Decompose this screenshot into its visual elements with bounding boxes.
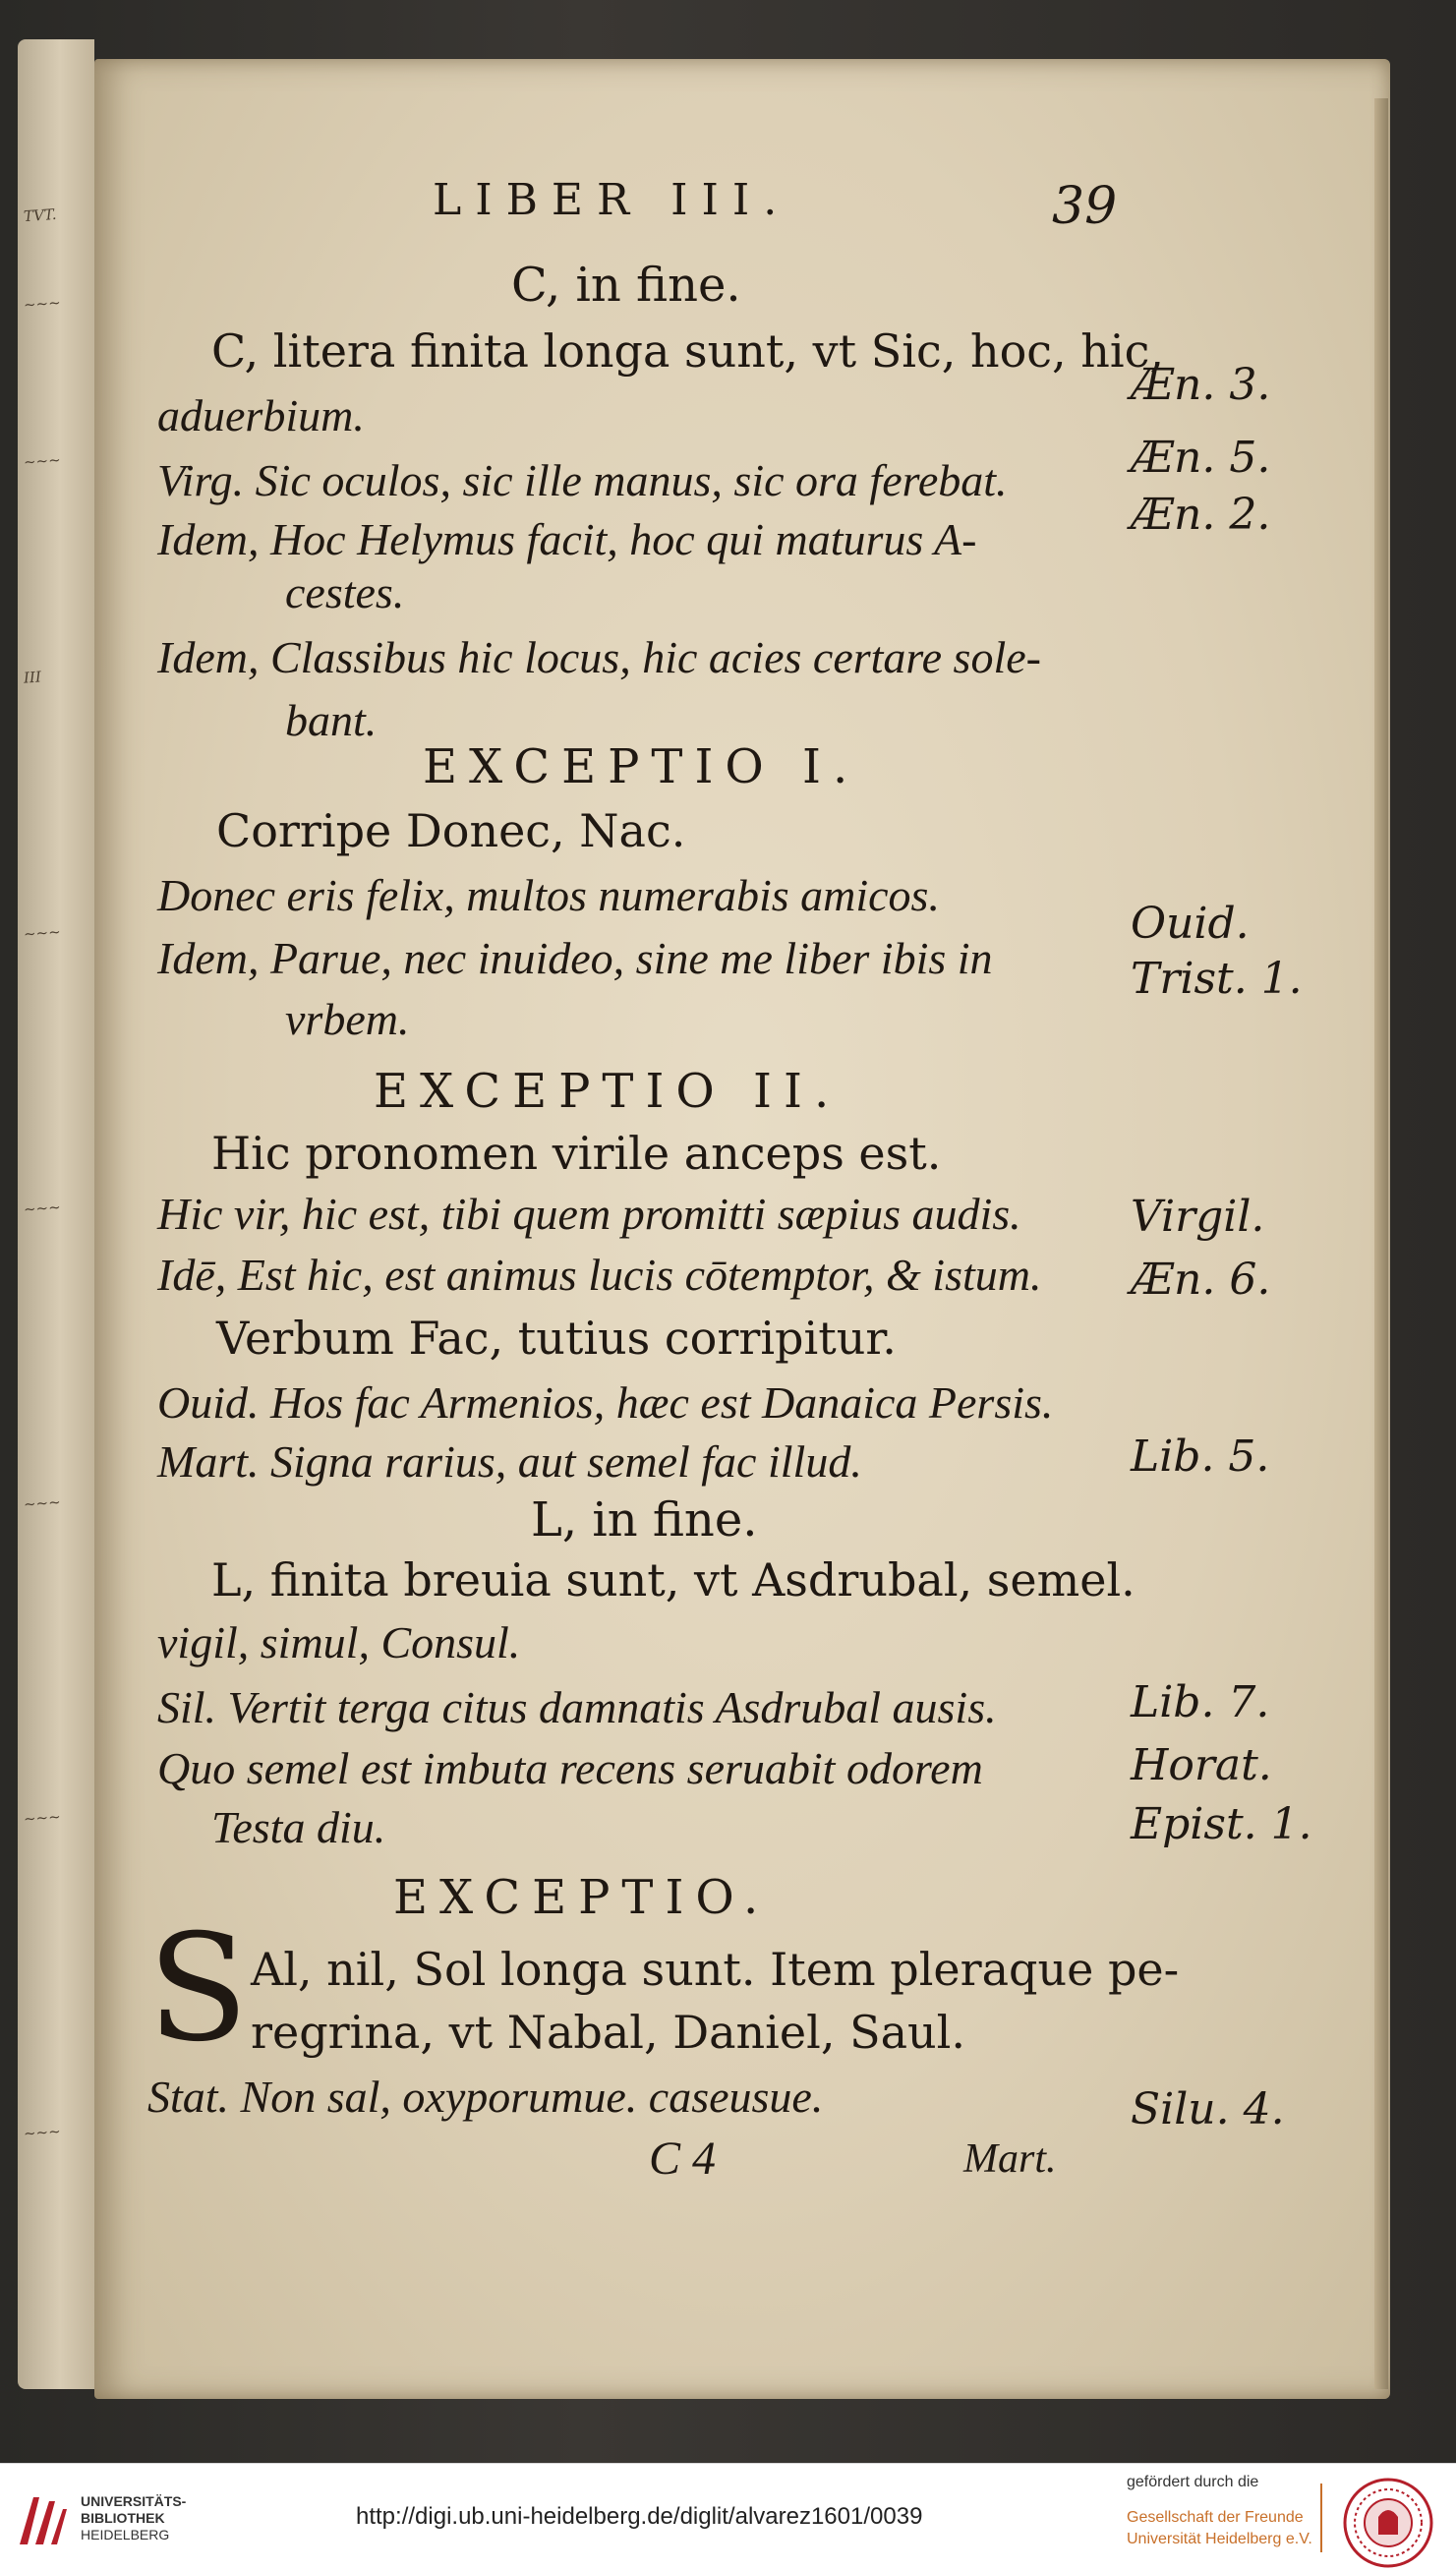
text-line: Ouid. Hos fac Armenios, hæc est Danaica Persis. [157,1377,1054,1428]
margin-note: Virgil. [1131,1192,1265,1242]
margin-note: Æn. 6. [1131,1255,1271,1305]
prev-page-fragment: ~~~ [23,450,62,472]
library-name-line: UNIVERSITÄTS- [81,2493,187,2509]
text-line: C, litera finita longa sunt, vt Sic, hoc, hic, [211,324,1165,378]
text-line: regrina, vt Nabal, Daniel, Saul. [251,2006,965,2059]
sponsor-label: gefördert durch die [1127,2474,1259,2490]
section-heading: C, in fine. [511,258,741,313]
text-line: Stat. Non sal, oxyporumue. caseusue. [147,2072,824,2122]
signature-mark: C 4 [649,2133,717,2185]
text-line: vrbem. [285,994,410,1044]
section-heading: EXCEPTIO. [393,1870,771,1925]
section-heading: EXCEPTIO II. [374,1064,842,1119]
text-line: Al, nil, Sol longa sunt. Item pleraque pe- [251,1943,1180,1996]
margin-note: Æn. 2. [1131,490,1271,540]
text-line: Mart. Signa rarius, aut semel fac illud. [157,1436,862,1487]
text-line: Hic vir, hic est, tibi quem promitti sæpius audis. [157,1189,1021,1239]
section-heading: L, in fine. [531,1492,758,1548]
text-line: Idem, Parue, nec inuideo, sine me liber ibis in [157,933,993,983]
library-name [81,2493,186,2543]
sponsor-name-line: Universität Heidelberg e.V. [1127,2531,1312,2547]
page-fore-edge [1374,98,1388,2389]
prev-page-fragment: ~~~ [23,1198,62,1219]
text-line: bant. [285,695,378,745]
margin-note: Trist. 1. [1131,954,1303,1004]
library-logo-icon [16,2491,69,2548]
prev-page-fragment: ~~~ [23,2122,62,2143]
text-line: Sil. Vertit terga citus damnatis Asdrubal ausis. [157,1682,997,1732]
margin-note: Ouid. [1131,899,1250,949]
text-line: Verbum Fac, tutius corripitur. [216,1312,897,1365]
university-seal-icon [1343,2478,1433,2568]
previous-page-edge [18,39,94,2389]
text-line: L, finita breuia sunt, vt Asdrubal, semel. [211,1553,1136,1607]
margin-note: Lib. 5. [1131,1432,1270,1482]
margin-note: Æn. 3. [1131,360,1271,410]
margin-note: Silu. 4. [1131,2084,1285,2134]
drop-cap: S [147,1903,249,2074]
text-line: aduerbium. [157,390,365,440]
page-number: 39 [1052,177,1118,236]
prev-page-fragment: III [23,668,42,687]
text-line: Corripe Donec, Nac. [216,804,686,857]
prev-page-fragment: ~~~ [23,922,62,944]
text-line: Quo semel est imbuta recens seruabit odorem [157,1743,983,1793]
sponsor-name-line: Gesellschaft der Freunde [1127,2509,1304,2526]
margin-note: Æn. 5. [1131,433,1271,483]
viewer-footer [0,2463,1456,2571]
section-heading: EXCEPTIO I. [423,739,860,794]
running-head: LIBER III. [433,175,791,225]
prev-page-fragment: TVT. [23,205,57,226]
prev-page-fragment: ~~~ [23,293,62,315]
text-line: Testa diu. [211,1802,386,1852]
text-line: Hic pronomen virile anceps est. [211,1127,942,1180]
text-line: Donec eris felix, multos numerabis amicos. [157,870,940,920]
prev-page-fragment: ~~~ [23,1492,62,1514]
margin-note: Lib. 7. [1131,1677,1270,1727]
sponsor-name [1127,2507,1312,2550]
text-line: cestes. [285,567,405,617]
permalink-url[interactable]: http://digi.ub.uni-heidelberg.de/diglit/alvarez1601/0039 [356,2503,923,2530]
margin-note: Horat. [1131,1740,1272,1790]
library-name-line: HEIDELBERG [81,2527,170,2542]
text-line: Idē, Est hic, est animus lucis cōtemptor, & istum. [157,1250,1042,1300]
text-line: Idem, Hoc Helymus facit, hoc qui maturus A- [157,514,977,564]
text-line: Virg. Sic oculos, sic ille manus, sic ora ferebat. [157,455,1008,505]
catchword: Mart. [963,2136,1057,2182]
text-line: vigil, simul, Consul. [157,1617,521,1667]
text-line: Idem, Classibus hic locus, hic acies certare sole- [157,632,1041,682]
footer-divider [1320,2483,1322,2552]
margin-note: Epist. 1. [1131,1799,1312,1849]
library-name-line: BIBLIOTHEK [81,2510,165,2526]
prev-page-fragment: ~~~ [23,1807,62,1829]
